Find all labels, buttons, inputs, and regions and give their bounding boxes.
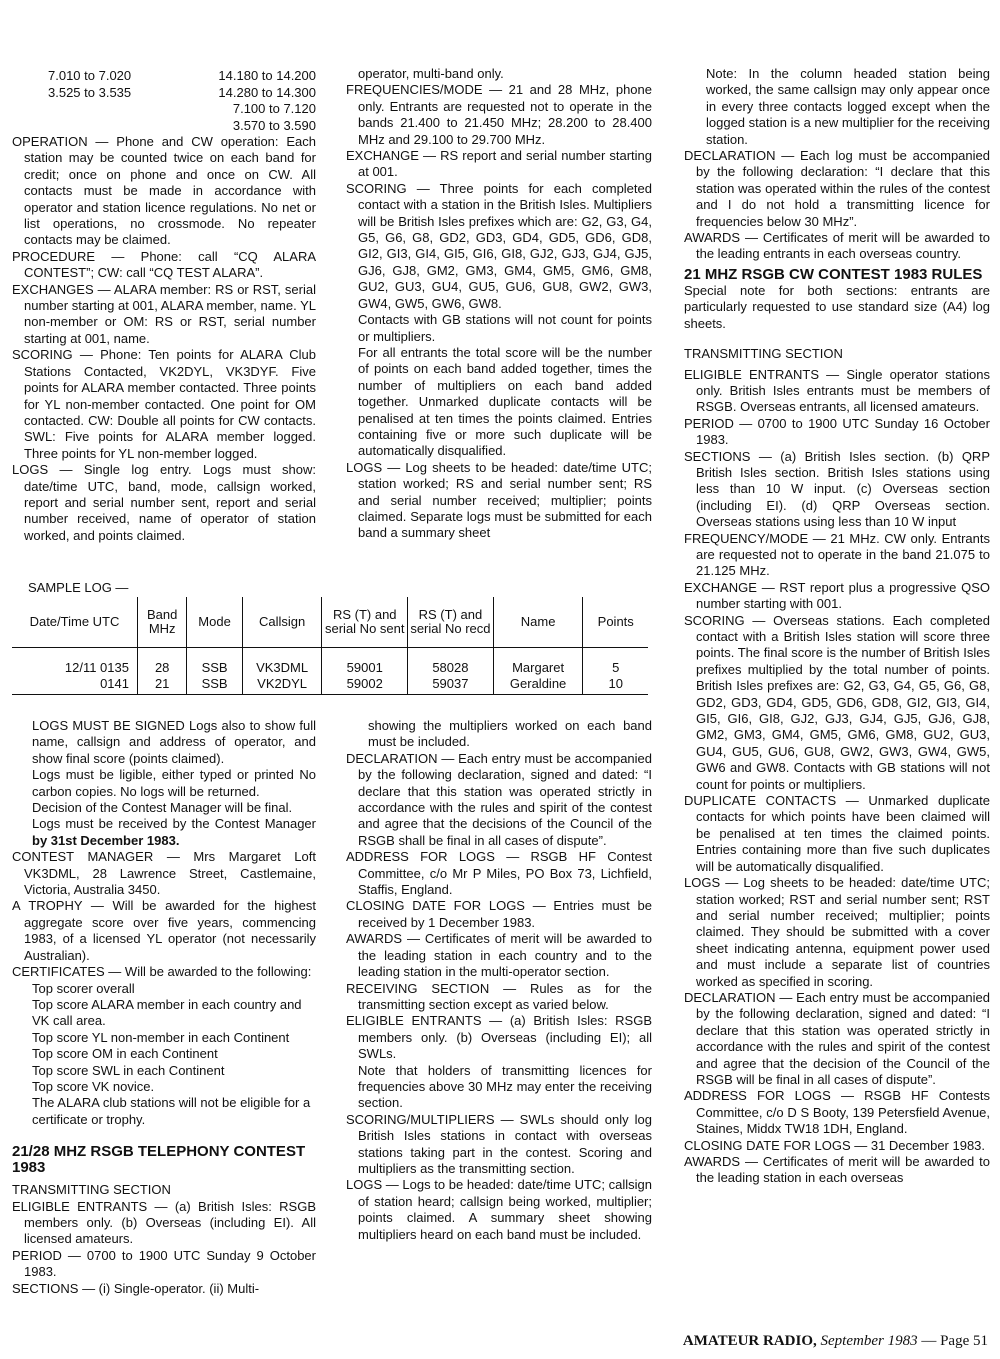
period-rule: PERIOD — 0700 to 1900 UTC Sunday 9 October 1983. (12, 1247, 316, 1280)
cell-band: 28 (137, 648, 186, 677)
freq-phone-4: 3.570 to 3.590 (232, 118, 316, 133)
cell-datetime: 0141 (12, 676, 137, 695)
list-item: Top score OM in each Continent (32, 1046, 218, 1062)
logs-rule: LOGS — Single log entry. Logs must show: date/time UTC, band, mode, callsign worked, report and serial number sent, report and serial number received, name of operator of station worked, and points claimed. (12, 462, 316, 543)
contest-manager: CONTEST MANAGER — Mrs Margaret Loft VK3DML, 28 Lawrence Street, Castlemaine, Victoria, Australia 3450. (12, 849, 316, 898)
header-points: Points (583, 597, 648, 648)
logs-legible: Logs must be ligible, either typed or printed No carbon copies. No logs will be returned. (32, 767, 316, 799)
col1-bottom (12, 718, 316, 1297)
cell-mode: SSB (187, 648, 242, 677)
decision-note: Decision of the Contest Manager will be final. (32, 800, 293, 816)
awards-rule: AWARDS — Certificates of merit will be awarded to the leading station in each overseas (684, 1154, 990, 1186)
frequencies-rule: FREQUENCIES/MODE — 21 and 28 MHz, phone only. Entrants are requested not to operate in the bands 21.400 to 21.450 MHz; 28.200 to 28.400 MHz and 29.100 to 29.700 MHz. (346, 82, 652, 147)
address-rule: ADDRESS FOR LOGS — RSGB HF Contest Committee, c/o Mr P Miles, PO Box 73, Lichfield, Staffis, England. (346, 849, 652, 898)
frequency-mode-rule: FREQUENCY/MODE — 21 MHz. CW only. Entrants are requested not to operate in the band 21.075 to 21.125 MHz. (684, 530, 990, 579)
list-item: Top score VK novice. (32, 1078, 155, 1094)
header-mode: Mode (187, 597, 242, 648)
list-item: Top scorer overall (32, 980, 135, 996)
eligible-entrants: ELIGIBLE ENTRANTS — (a) British Isles: RSGB members only. (b) Overseas (including EI). All licensed amateurs. (12, 1198, 316, 1247)
logs-rule: LOGS — Log sheets to be headed: date/time UTC; station worked; RST and serial number sent; RST and serial number received; multiplier; points claimed. They should be submitted with a cover sheet indicating antenna, equipment power used and must include a separate list of countries worked as specified in scoring. (684, 875, 990, 989)
magazine-name: AMATEUR RADIO, (682, 1333, 817, 1349)
transmitting-section: TRANSMITTING SECTION (684, 346, 843, 362)
freq-phone-1: 14.180 to 14.200 (218, 68, 316, 83)
licence-note: Note that holders of transmitting licences for frequencies above 30 MHz may enter the receiving section. (358, 1062, 652, 1111)
scoring-multipliers-rule: SCORING/MULTIPLIERS — SWLs should only log British Isles stations in contact with overseas stations taking part in the contest. Scoring and multipliers as the transmitting section. (346, 1111, 652, 1176)
awards-rule: AWARDS — Certificates of merit will be awarded to the leading entrants in each overseas country. (684, 230, 990, 262)
section-heading-telephony: 21/28 MHZ RSGB TELEPHONY CONTEST 1983 (12, 1143, 306, 1177)
logs-rule: LOGS — Logs to be headed: date/time UTC; callsign of station heard; callsign being worked, multiplier; points claimed. A summary sheet showing multipliers heard on each band must be included. (346, 1177, 652, 1242)
declaration-rule: DECLARATION — Each log must be accompanied by the following declaration: “I declare that this station was operated within the rules of the contest and I do not hold a transmitting licence for frequencies below 30 MHz”. (684, 148, 990, 229)
logs-signed: LOGS MUST BE SIGNED Logs also to show full name, callsign and address of operator, and show final score (points claimed). (32, 718, 316, 766)
received-date: by 31st December 1983. (32, 832, 180, 848)
closing-date-rule: CLOSING DATE FOR LOGS — Entries must be received by 1 December 1983. (346, 898, 652, 930)
cell-band: 21 (137, 676, 186, 695)
table-row (12, 648, 648, 677)
cell-rs-sent: 59001 (322, 648, 408, 677)
special-note: Special note for both sections: entrants are particularly requested to use standard size (A4) log sheets. (684, 282, 990, 331)
operation-rule: OPERATION — Phone and CW operation: Each station may be counted twice on each band for credit; once on phone and once on CW. All contacts must be made in accordance with operator and station licence regulations. No net or list operations, no crossmode. No repeater contacts may be claimed. (12, 134, 316, 248)
eligible-entrants: ELIGIBLE ENTRANTS — Single operator stations only. British Isles entrants must be members of RSGB. Overseas entrants, all licensed amateurs. (684, 366, 990, 415)
closing-date-rule: CLOSING DATE FOR LOGS — 31 December 1983. (684, 1137, 986, 1153)
freq-cw-1: 7.010 to 7.020 (48, 68, 132, 83)
page-footer (658, 1333, 988, 1349)
gb-note: Contacts with GB stations will not count for points or multipliers. (358, 312, 652, 344)
sample-log-table (12, 597, 648, 695)
header-name: Name (493, 597, 583, 648)
eligible-entrants: ELIGIBLE ENTRANTS — (a) British Isles: RSGB members only. (b) Overseas (including EI); all SWLs. (346, 1013, 652, 1062)
received-note (12, 816, 316, 849)
cell-datetime: 12/11 0135 (64, 660, 129, 675)
sections-rule: SECTIONS — (i) Single-operator. (ii) Multi- (12, 1280, 260, 1296)
freq-phone-3: 7.100 to 7.120 (232, 101, 316, 116)
cell-callsign: VK2DYL (242, 676, 322, 695)
freq-phone-2: 14.280 to 14.300 (218, 85, 316, 100)
exchange-rule: EXCHANGE — RST report plus a progressive QSO number starting with 001. (684, 579, 990, 612)
address-rule: ADDRESS FOR LOGS — RSGB HF Contests Committee, c/o D S Booty, 139 Petersfield Avenue, Staines, Middx TW18 1DH, England. (684, 1088, 990, 1137)
column-note: Note: In the column headed station being worked, the same callsign may only appear once in every three contacts logged except when the logged station is a new multiplier for the receiving station. (706, 66, 990, 147)
exchanges-rule: EXCHANGES — ALARA member: RS or RST, serial number starting at 001, ALARA member, name. YL non-member or OM: RS or RST, serial number starting at 001, name. (12, 281, 316, 346)
transmitting-section: TRANSMITTING SECTION (12, 1182, 171, 1198)
sections-rule: SECTIONS — (a) British Isles section. (b) QRP British Isles section. British Isles stations using less than 10 W input. (c) Overseas section (including EI). (d) QRP Overseas section. Overseas stations using less than 10 W input (684, 448, 990, 530)
awards-rule: AWARDS — Certificates of merit will be awarded to the leading station in each country and to the leading station in the multi-operator section. (346, 931, 652, 980)
list-item: Top score SWL in each Continent (32, 1062, 225, 1078)
cell-points: 10 (583, 676, 648, 695)
cell-name: Margaret (493, 648, 583, 677)
certificates-rule: CERTIFICATES — Will be awarded to the following: (12, 964, 312, 980)
col2-bottom (346, 718, 652, 1243)
header-band: Band MHz (137, 597, 186, 648)
cell-rs-recd: 59037 (408, 676, 494, 695)
cell-rs-sent: 59002 (322, 676, 408, 695)
scoring-rule: SCORING — Overseas stations. Each completed contact with a British Isles station will score three points. The final score is the number of British Isles prefixes multiplied by the total number of points. British Isles prefixes are: G2, G3, G4, G5, G6, G8, GD2, GD3, GD4, GD5, GD6, GD8, GI2, GI3, GI4, GI5, GI6, GI8, GJ2, GJ3, GJ4, GJ5, GJ6, GJ8, GM2, GM3, GM4, GM5, GM6, GM8, GU2, GU3, GU4, GU5, GU6, GU8, GW2, GW3, GW4, GW5, GW6 and GW8. Contacts with GB stations will not count for points or multipliers. (684, 612, 990, 792)
certificates-list (12, 981, 316, 1129)
cell-points: 5 (583, 648, 648, 677)
page-number: — Page 51 (921, 1333, 988, 1349)
period-rule: PERIOD — 0700 to 1900 UTC Sunday 16 October 1983. (684, 415, 990, 448)
continued-text: operator, multi-band only. (358, 66, 504, 81)
total-score-note: For all entrants the total score will be the number of points on each band added together, times the number of multipliers on each band added together. Unmarked duplicate contacts will be penalised at ten times the points claimed. Entries containing five or more such duplicate will be automatically disqualified. (358, 344, 652, 459)
header-rs-sent: RS (T) and serial No sent (322, 597, 408, 648)
freq-cw-2: 3.525 to 3.535 (48, 85, 132, 100)
col2-top (346, 66, 652, 542)
issue-date: September 1983 (820, 1333, 918, 1349)
cell-rs-recd: 58028 (408, 648, 494, 677)
cell-callsign: VK3DML (242, 648, 322, 677)
trophy-rule: A TROPHY — Will be awarded for the highest aggregate score over five years, commencing 1983, of a licensed YL operator (not necessarily Australian). (12, 898, 316, 963)
exchange-rule: EXCHANGE — RS report and serial number starting at 001. (346, 148, 652, 180)
scoring-rule: SCORING — Phone: Ten points for ALARA Club Stations Contacted, VK2DYL, VK3DYF. Five points for ALARA member contacted. Three points for YL non-member contacted. One point for OM contacted. CW: Double all points for CW contacts. SWL: Five points for ALARA member logged. Three points for YL non-member logged. (12, 347, 316, 461)
col1-top (12, 134, 316, 544)
header-datetime: Date/Time UTC (12, 597, 137, 648)
header-rs-recd: RS (T) and serial No recd (408, 597, 494, 648)
cell-name: Geraldine (493, 676, 583, 695)
section-heading-cw: 21 MHZ RSGB CW CONTEST 1983 RULES (684, 265, 983, 283)
procedure-rule: PROCEDURE — Phone: call “CQ ALARA CONTEST”; CW: call “CQ TEST ALARA”. (12, 248, 316, 281)
sample-log-label: SAMPLE LOG — (28, 580, 129, 595)
declaration-rule: DECLARATION — Each entry must be accompanied by the following declaration, signed and dated: “I declare that this station was operated strictly in accordance with the rules and spirit of the contest and agree that the decision of the Council of the RSGB will be final in all cases of dispute”. (684, 989, 990, 1087)
receiving-section-rule: RECEIVING SECTION — Rules as for the transmitting section except as varied below. (346, 980, 652, 1012)
duplicate-contacts-rule: DUPLICATE CONTACTS — Unmarked duplicate contacts for which points have been claimed will be penalised at ten times the claimed points. Entries containing more than five such duplicates will be automatically disqualified. (684, 793, 990, 874)
cell-mode: SSB (187, 676, 242, 695)
declaration-rule: DECLARATION — Each entry must be accompanied by the following declaration, signed and dated: “I declare that this station was operated strictly in accordance with the rules and spirit of the contest and agree that the decisions of the Council of the RSGB shall be final in all cases of dispute”. (346, 750, 652, 848)
list-item: Top score YL non-member in each Continent (32, 1029, 290, 1045)
table-row (12, 676, 648, 695)
logs-rule: LOGS — Log sheets to be headed: date/time UTC; station worked; RS and serial number sent; RS and serial number received; multiplier; points claimed. Separate logs must be submitted for each band a summary sheet (346, 459, 652, 541)
received-text: Logs must be received by the Contest Manager (32, 816, 316, 832)
continued-text: showing the multipliers worked on each band must be included. (368, 718, 652, 750)
col3 (684, 66, 990, 1187)
header-callsign: Callsign (242, 597, 322, 648)
list-item: The ALARA club stations will not be eligible for a certificate or trophy. (32, 1095, 311, 1127)
scoring-rule: SCORING — Three points for each completed contact with a station in the British Isles. Multipliers will be British Isles prefixes which are: G2, G3, G4, G5, G6, G8, GD2, GD3, GD4, GD5, GD6, GD8, GI2, GI3, GI4, GI5, GI6, GI8, GJ2, GJ3, GJ4, GJ5, GJ6, GJ8, GM2, GM3, GM4, GM5, GM6, GM8, GU2, GU3, GU4, GU5, GU6, GU8, GW2, GW3, GW4, GW5, GW6, GW8. (346, 180, 652, 311)
list-item: Top score ALARA member in each country and VK call area. (32, 996, 302, 1029)
